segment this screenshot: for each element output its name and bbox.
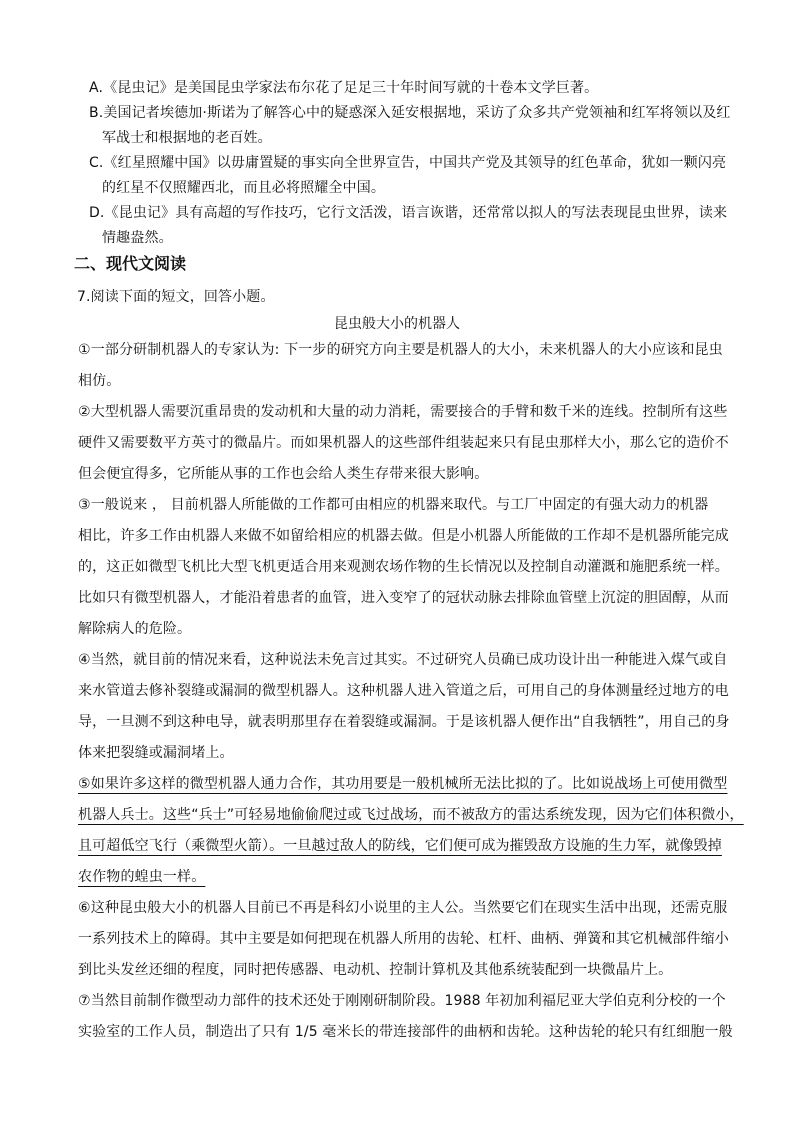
underlined-line: 且可超低空飞行（乘微型火箭）。一旦越过敌人的防线，它们便可成为摧毁敌方设施的生力军，就像毁掉: [78, 838, 722, 854]
option-b-line-1: B.美国记者埃德加·斯诺为了解答心中的疑惑深入延安根据地，采访了众多共产党领袖和红军将领以及红: [89, 105, 731, 121]
option-a-line-1: A.《昆虫记》是美国昆虫学家法布尔花了足足三十年时间写就的十卷本文学巨著。: [89, 80, 599, 96]
paragraph-line: ①一部分研制机器人的专家认为: 下一步的研究方向主要是机器人的大小，未来机器人的大小应该和昆虫: [78, 342, 723, 358]
paragraph-line: 导，一旦测不到这种电导，就表明那里存在着裂缝或漏洞。于是该机器人便作出“自我牺牲”，用自己的身: [78, 714, 730, 730]
option-c-line-2: 的红星不仅照耀西北，而且必将照耀全中国。: [102, 180, 385, 196]
paragraph-line: ③一般说来 ， 目前机器人所能做的工作都可由相应的机器来取代。与工厂中固定的有强大动力的机器: [78, 497, 709, 513]
paragraph-line: 解除病人的危险。: [78, 621, 192, 637]
option-b-line-2: 军战士和根据地的老百姓。: [102, 130, 272, 146]
option-d-line-2: 情趣盎然。: [102, 230, 173, 246]
paragraph-line: 的，这正如微型飞机比大型飞机更适合用来观测农场作物的生长情况以及控制自动灌溉和施肥系统一样。: [78, 559, 729, 575]
paragraph-line: 一系列技术上的障碍。其中主要是如何把现在机器人所用的齿轮、杠杆、曲柄、弹簧和其它机械部件缩小: [78, 931, 729, 947]
paragraph-line: 体来把裂缝或漏洞堵上。: [78, 745, 234, 761]
paragraph-line: 硬件又需要数平方英寸的微晶片。而如果机器人的这些部件组装起来只有昆虫那样大小，那么它的造价不: [78, 435, 729, 451]
paragraph-line: ④当然，就目前的情况来看，这种说法未免言过其实。不过研究人员确已成功设计出一种能进入煤气或自: [78, 652, 728, 668]
paragraph-line: ②大型机器人需要沉重昂贵的发动机和大量的动力消耗，需要接合的手臂和数千米的连线。控制所有这些: [78, 404, 728, 420]
paragraph-line: 相仿。: [78, 373, 121, 389]
paragraph-line: ⑦当然目前制作微型动力部件的技术还处于刚刚研制阶段。1988 年初加利福尼亚大学伯克利分校的一个: [78, 993, 726, 1009]
question-prompt: 7.阅读下面的短文，回答小题。: [77, 289, 275, 305]
article-title: 昆虫般大小的机器人: [334, 316, 460, 332]
paragraph-line: 但会便宜得多，它所能从事的工作也会给人类生存带来很大影响。: [78, 466, 489, 482]
paragraph-line: 来水管道去修补裂缝或漏洞的微型机器人。这种机器人进入管道之后，可用自己的身体测量经过地方的电: [78, 683, 729, 699]
option-c-line-1: C.《红星照耀中国》以毋庸置疑的事实向全世界宣告，中国共产党及其领导的红色革命，犹如一颗闪亮: [89, 155, 727, 171]
underlined-line: 机器人兵士。这些“兵士”可轻易地偷偷爬过或飞过战场，而不被敌方的雷达系统发现，因为它们体积微小，: [78, 807, 744, 823]
paragraph-line: 比如只有微型机器人，才能沿着患者的血管，进入变窄了的冠状动脉去排除血管壁上沉淀的胆固醇，从而: [78, 590, 729, 606]
section-heading: 二、现代文阅读: [74, 254, 187, 273]
paragraph-line: ⑥这种昆虫般大小的机器人目前已不再是科幻小说里的主人公。当然要它们在现实生活中出现，还需克服: [78, 900, 728, 916]
paragraph-line: 到比头发丝还细的程度，同时把传感器、电动机、控制计算机及其他系统装配到一块微晶片上。: [78, 962, 673, 978]
paragraph-line: 相比，许多工作由机器人来做不如留给相应的机器去做。但是小机器人所能做的工作却不是机器所能完成: [78, 528, 729, 544]
underlined-line: ⑤如果许多这样的微型机器人通力合作，其功用要是一般机械所无法比拟的了。比如说战场上可使用微型: [78, 776, 728, 792]
option-d-line-1: D.《昆虫记》具有高超的写作技巧，它行文活泼，语言诙谐，还常常以拟人的写法表现昆虫世界，读来: [89, 205, 728, 221]
paragraph-line: 实验室的工作人员，制造出了只有 1/5 毫米长的带连接部件的曲柄和齿轮。这种齿轮的轮只有红细胞一般: [78, 1024, 733, 1040]
underlined-line: 农作物的蝗虫一样。: [78, 869, 206, 885]
